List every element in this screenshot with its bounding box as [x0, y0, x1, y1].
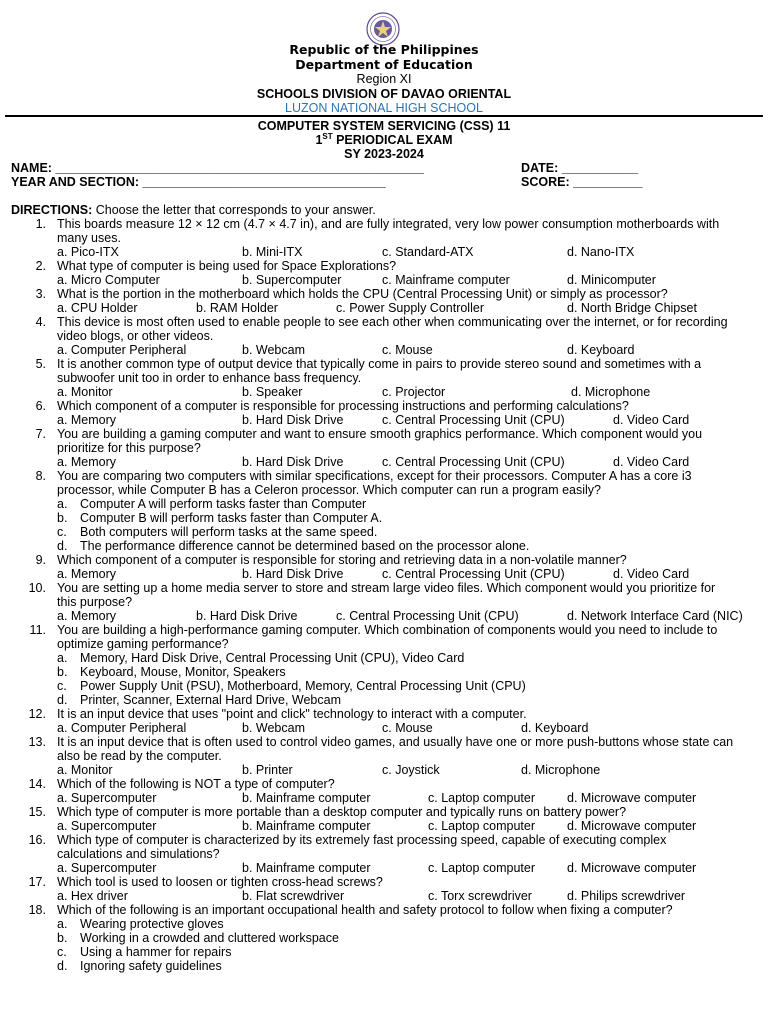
options-row — [0, 273, 768, 287]
letterhead — [0, 43, 768, 116]
option-text: Wearing protective gloves — [80, 917, 224, 931]
answer-option[interactable]: c. Mouse — [382, 343, 433, 357]
answer-option[interactable]: d. Video Card — [613, 567, 690, 581]
periodical-line — [0, 131, 768, 148]
periodical-number: 1 — [315, 132, 323, 147]
question-item — [0, 427, 768, 469]
answer-option[interactable]: a. Supercomputer — [57, 819, 157, 833]
options-row — [0, 861, 768, 875]
answer-option[interactable]: c. Standard-ATX — [382, 245, 474, 259]
option-letter: c. — [57, 945, 67, 959]
answer-option[interactable]: b. Hard Disk Drive — [242, 413, 344, 427]
answer-option[interactable] — [57, 497, 768, 511]
question-item — [0, 875, 768, 903]
question-item — [0, 707, 768, 735]
question-text: subwoofer unit too in order to enhance bass frequency. — [57, 371, 362, 385]
question-number: 15. — [28, 805, 46, 819]
options-row — [0, 819, 768, 833]
options-row — [0, 567, 768, 581]
answer-option[interactable]: c. Central Processing Unit (CPU) — [382, 455, 565, 469]
question-item — [0, 315, 768, 357]
answer-option[interactable] — [57, 665, 768, 679]
department-line: Department of Education — [295, 56, 473, 72]
answer-option[interactable]: c. Torx screwdriver — [428, 889, 532, 903]
options-row — [0, 413, 768, 427]
question-item — [0, 833, 768, 875]
option-letter: d. — [57, 539, 68, 553]
answer-option[interactable]: d. Microwave computer — [567, 819, 697, 833]
name-field[interactable]: NAME: _____________________________________________________ — [11, 161, 424, 175]
answer-option[interactable]: c. Laptop computer — [428, 819, 536, 833]
answer-option[interactable]: d. Video Card — [613, 413, 690, 427]
answer-option[interactable]: c. Central Processing Unit (CPU) — [382, 567, 565, 581]
answer-option[interactable] — [57, 525, 768, 539]
question-text: Which type of computer is characterized by its extremely fast processing speed, capable of executing complex — [57, 833, 667, 847]
country-line: Republic of the Philippines — [289, 42, 479, 57]
answer-option[interactable]: d. Video Card — [613, 455, 690, 469]
answer-option[interactable]: a. Computer Peripheral — [57, 343, 187, 357]
answer-option[interactable] — [57, 679, 768, 693]
answer-option[interactable]: d. Keyboard — [567, 343, 635, 357]
option-letter: d. — [57, 693, 68, 707]
school-line: LUZON NATIONAL HIGH SCHOOL — [285, 101, 483, 115]
option-letter: c. — [57, 525, 67, 539]
answer-option[interactable]: c. Mainframe computer — [382, 273, 510, 287]
question-item — [0, 735, 768, 777]
question-text: prioritize for this purpose? — [57, 441, 201, 455]
option-letter: b. — [57, 665, 68, 679]
answer-option[interactable] — [57, 945, 768, 959]
question-text: Which component of a computer is responsible for processing instructions and performing calculations? — [57, 399, 629, 413]
question-list — [0, 217, 768, 973]
division-line: SCHOOLS DIVISION OF DAVAO ORIENTAL — [256, 86, 512, 101]
answer-option[interactable]: a. Monitor — [57, 763, 113, 777]
answer-option[interactable]: b. RAM Holder — [196, 301, 278, 315]
options-row — [0, 889, 768, 903]
region-line: Region XI — [356, 72, 412, 86]
option-text: Both computers will perform tasks at the same speed. — [80, 525, 378, 539]
answer-option[interactable]: b. Flat screwdriver — [242, 889, 345, 903]
answer-option[interactable]: b. Mainframe computer — [242, 819, 371, 833]
directions — [11, 203, 376, 217]
question-text: This boards measure 12 × 12 cm (4.7 × 4.7 in), and are fully integrated, very low power consumption motherboards with — [57, 217, 720, 231]
name-row — [11, 161, 761, 175]
option-text: Power Supply Unit (PSU), Motherboard, Memory, Central Processing Unit (CPU) — [80, 679, 526, 693]
question-number: 18. — [28, 903, 46, 917]
answer-option[interactable]: d. Microphone — [521, 763, 601, 777]
question-text: It is an input device that is often used to control video games, and usually have one or more push-buttons whose state can — [57, 735, 734, 749]
question-number: 7. — [35, 427, 46, 441]
question-item — [0, 287, 768, 315]
answer-option[interactable]: c. Power Supply Controller — [336, 301, 484, 315]
periodical-text: PERIODICAL EXAM — [332, 132, 453, 147]
answer-option[interactable]: d. Philips screwdriver — [567, 889, 686, 903]
answer-option[interactable]: b. Speaker — [242, 385, 303, 399]
answer-option[interactable]: d. Minicomputer — [567, 273, 656, 287]
question-item — [0, 357, 768, 399]
question-text: processor, while Computer B has a Celeron processor. Which computer can run a program easily? — [57, 483, 602, 497]
question-number: 13. — [28, 735, 46, 749]
question-number: 12. — [28, 707, 46, 721]
answer-option[interactable]: b. Webcam — [242, 343, 305, 357]
answer-option[interactable] — [57, 511, 768, 525]
answer-option[interactable]: b. Mainframe computer — [242, 861, 371, 875]
options-row — [0, 301, 768, 315]
answer-option[interactable]: a. Hex driver — [57, 889, 128, 903]
option-letter: a. — [57, 497, 68, 511]
question-text: video blogs, or other videos. — [57, 329, 214, 343]
answer-option[interactable]: a. Computer Peripheral — [57, 721, 187, 735]
options-row — [0, 245, 768, 259]
answer-option[interactable]: b. Webcam — [242, 721, 305, 735]
answer-option[interactable]: b. Supercomputer — [242, 273, 342, 287]
option-letter: c. — [57, 679, 67, 693]
question-number: 17. — [28, 875, 46, 889]
answer-option[interactable]: a. CPU Holder — [57, 301, 138, 315]
question-item — [0, 553, 768, 581]
answer-option[interactable] — [57, 651, 768, 665]
option-letter: a. — [57, 917, 68, 931]
deped-seal-icon — [366, 12, 400, 46]
options-row — [0, 385, 768, 399]
year-section-field[interactable]: YEAR AND SECTION: ___________________________________ — [11, 175, 386, 189]
answer-option[interactable]: a. Pico-ITX — [57, 245, 119, 259]
date-field[interactable]: DATE: ___________ — [521, 161, 639, 175]
directions-text: Choose the letter that corresponds to your answer. — [92, 203, 376, 217]
question-item — [0, 623, 768, 707]
question-text: It is an input device that uses "point and click" technology to interact with a computer. — [57, 707, 527, 721]
options-row — [0, 721, 768, 735]
answer-option[interactable]: b. Mainframe computer — [242, 791, 371, 805]
answer-option[interactable] — [57, 693, 768, 707]
question-text: calculations and simulations? — [57, 847, 220, 861]
question-text: You are comparing two computers with similar specifications, except for their processors. Computer A has a core i3 — [57, 469, 692, 483]
question-number: 2. — [35, 259, 46, 273]
question-text: also be read by the computer. — [57, 749, 222, 763]
options-row — [0, 343, 768, 357]
answer-option[interactable]: a. Supercomputer — [57, 861, 157, 875]
option-text: Using a hammer for repairs — [80, 945, 232, 959]
answer-option[interactable]: b. Mini-ITX — [242, 245, 303, 259]
answer-option[interactable]: c. Central Processing Unit (CPU) — [336, 609, 519, 623]
question-text: What is the portion in the motherboard which holds the CPU (Central Processing Unit) or simply as processor? — [57, 287, 668, 301]
question-number: 8. — [35, 469, 46, 483]
answer-option[interactable]: c. Laptop computer — [428, 791, 536, 805]
option-text: The performance difference cannot be determined based on the processor alone. — [80, 539, 530, 553]
question-text: What type of computer is being used for Space Explorations? — [57, 259, 397, 273]
question-text: You are building a high-performance gaming computer. Which combination of components would you need to include to — [57, 623, 718, 637]
question-item — [0, 469, 768, 553]
option-letter: b. — [57, 511, 68, 525]
answer-option[interactable] — [57, 959, 768, 973]
question-number: 3. — [35, 287, 46, 301]
question-text: It is another common type of output device that typically come in pairs to provide stereo sound and sometimes with a — [57, 357, 702, 371]
question-number: 14. — [28, 777, 46, 791]
answer-option[interactable]: b. Hard Disk Drive — [196, 609, 298, 623]
question-text: You are setting up a home media server to store and stream large video files. Which component would you prioritize for — [57, 581, 716, 595]
options-row — [0, 763, 768, 777]
options-row — [0, 791, 768, 805]
periodical-suffix: ST — [322, 131, 333, 141]
answer-option[interactable]: c. Central Processing Unit (CPU) — [382, 413, 565, 427]
option-text: Keyboard, Mouse, Monitor, Speakers — [80, 665, 286, 679]
question-text: Which of the following is an important occupational health and safety protocol to follow when fixing a computer? — [57, 903, 673, 917]
answer-option[interactable]: a. Memory — [57, 567, 117, 581]
answer-option[interactable]: c. Laptop computer — [428, 861, 536, 875]
option-text: Ignoring safety guidelines — [80, 959, 222, 973]
answer-option[interactable]: a. Monitor — [57, 385, 113, 399]
option-letter: a. — [57, 651, 68, 665]
answer-option[interactable]: d. Microwave computer — [567, 791, 697, 805]
answer-option[interactable]: a. Memory — [57, 609, 117, 623]
score-field[interactable]: SCORE: __________ — [521, 175, 643, 189]
header-divider — [5, 115, 763, 117]
question-text: Which component of a computer is responsible for storing and retrieving data in a non-volatile manner? — [57, 553, 627, 567]
subject-line: COMPUTER SYSTEM SERVICING (CSS) 11 — [257, 119, 511, 133]
exam-title — [0, 120, 768, 161]
answer-option[interactable]: b. Hard Disk Drive — [242, 455, 344, 469]
question-text: this purpose? — [57, 595, 133, 609]
directions-label: DIRECTIONS: — [11, 203, 93, 217]
question-item — [0, 805, 768, 833]
question-item — [0, 217, 768, 259]
option-text: Computer A will perform tasks faster than Computer — [80, 497, 367, 511]
question-item — [0, 777, 768, 805]
question-text: Which of the following is NOT a type of computer? — [57, 777, 335, 791]
answer-option[interactable]: d. Nano-ITX — [567, 245, 635, 259]
question-number: 6. — [35, 399, 46, 413]
answer-option[interactable] — [57, 539, 768, 553]
question-item — [0, 903, 768, 973]
options-row — [0, 455, 768, 469]
question-item — [0, 581, 768, 623]
question-item — [0, 399, 768, 427]
answer-option[interactable]: b. Hard Disk Drive — [242, 567, 344, 581]
answer-option[interactable]: a. Micro Computer — [57, 273, 160, 287]
option-text: Memory, Hard Disk Drive, Central Processing Unit (CPU), Video Card — [80, 651, 465, 665]
question-text: You are building a gaming computer and want to ensure smooth graphics performance. Which component would you — [57, 427, 703, 441]
option-letter: b. — [57, 931, 68, 945]
answer-option[interactable]: d. Network Interface Card (NIC) — [567, 609, 743, 623]
answer-option[interactable]: d. Microwave computer — [567, 861, 697, 875]
answer-option[interactable]: d. North Bridge Chipset — [567, 301, 697, 315]
question-text: many uses. — [57, 231, 121, 245]
question-number: 1. — [35, 217, 46, 231]
option-text: Computer B will perform tasks faster than Computer A. — [80, 511, 383, 525]
option-text: Printer, Scanner, External Hard Drive, Webcam — [80, 693, 341, 707]
answer-option[interactable]: c. Mouse — [382, 721, 433, 735]
answer-option[interactable]: d. Keyboard — [521, 721, 589, 735]
question-number: 10. — [28, 581, 46, 595]
option-letter: d. — [57, 959, 68, 973]
question-text: Which type of computer is more portable than a desktop computer and typically runs on battery power? — [57, 805, 627, 819]
question-number: 11. — [29, 623, 46, 637]
section-row — [11, 175, 761, 189]
answer-option[interactable] — [57, 917, 768, 931]
answer-option[interactable]: c. Projector — [382, 385, 446, 399]
option-text: Working in a crowded and cluttered workspace — [80, 931, 339, 945]
question-text: This device is most often used to enable people to see each other when communicating over the internet, or for recording — [57, 315, 728, 329]
options-row — [0, 609, 768, 623]
question-number: 9. — [35, 553, 46, 567]
question-text: optimize gaming performance? — [57, 637, 229, 651]
school-year-line: SY 2023-2024 — [344, 146, 424, 161]
question-number: 4. — [35, 315, 46, 329]
answer-option[interactable]: b. Printer — [242, 763, 293, 777]
answer-option[interactable]: a. Memory — [57, 455, 117, 469]
answer-option[interactable]: a. Memory — [57, 413, 117, 427]
question-item — [0, 259, 768, 287]
question-number: 5. — [35, 357, 46, 371]
question-number: 16. — [28, 833, 46, 847]
answer-option[interactable]: a. Supercomputer — [57, 791, 157, 805]
answer-option[interactable]: c. Joystick — [382, 763, 440, 777]
question-text: Which tool is used to loosen or tighten cross-head screws? — [57, 875, 383, 889]
answer-option[interactable] — [57, 931, 768, 945]
answer-option[interactable]: d. Microphone — [571, 385, 651, 399]
